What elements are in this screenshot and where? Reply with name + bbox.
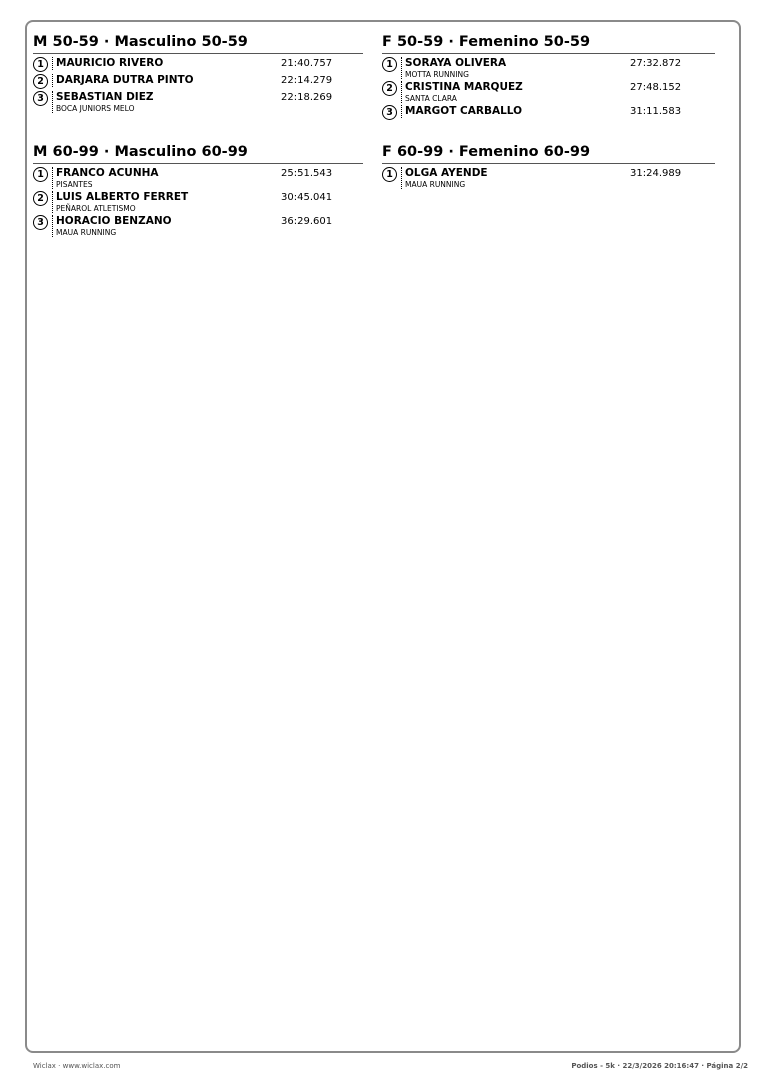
athlete-club: MAUA RUNNING <box>405 180 466 189</box>
athlete-name: SEBASTIAN DIEZ <box>56 91 154 103</box>
podium-row <box>33 215 363 237</box>
finish-time: 22:14.279 <box>281 75 333 86</box>
podium-row <box>33 91 363 113</box>
podium-row <box>382 81 715 103</box>
finish-time: 21:40.757 <box>281 58 333 69</box>
athlete-club: BOCA JUNIORS MELO <box>56 104 135 113</box>
footer-credit: Wiclax · www.wiclax.com <box>33 1062 121 1070</box>
podium-row <box>33 74 363 89</box>
finish-time: 27:48.152 <box>630 82 682 93</box>
position-badge: 1 <box>382 167 397 182</box>
podium-row <box>33 191 363 213</box>
position-badge: 3 <box>382 105 397 120</box>
position-badge: 2 <box>33 191 48 206</box>
category-f-50-59 <box>382 33 715 122</box>
athlete-name: DARJARA DUTRA PINTO <box>56 74 194 86</box>
finish-time: 22:18.269 <box>281 92 333 103</box>
athlete-name: HORACIO BENZANO <box>56 215 172 227</box>
athlete-club: MOTTA RUNNING <box>405 70 469 79</box>
podium-row <box>33 57 363 72</box>
position-badge: 1 <box>33 167 48 182</box>
position-badge: 3 <box>33 91 48 106</box>
athlete-club: PEÑAROL ATLETISMO <box>56 204 136 213</box>
category-f-60-99 <box>382 143 715 191</box>
athlete-name: SORAYA OLIVERA <box>405 57 507 69</box>
finish-time: 31:24.989 <box>630 168 682 179</box>
finish-time: 31:11.583 <box>630 106 682 117</box>
category-title: F 60-99 · Femenino 60-99 <box>382 143 715 164</box>
athlete-name: CRISTINA MARQUEZ <box>405 81 523 93</box>
category-title: F 50-59 · Femenino 50-59 <box>382 33 715 54</box>
position-badge: 1 <box>33 57 48 72</box>
category-title: M 50-59 · Masculino 50-59 <box>33 33 363 54</box>
finish-time: 30:45.041 <box>281 192 333 203</box>
category-m-60-99 <box>33 143 363 239</box>
position-badge: 2 <box>382 81 397 96</box>
athlete-name: MAURICIO RIVERO <box>56 57 164 69</box>
category-m-50-59 <box>33 33 363 115</box>
athlete-name: MARGOT CARBALLO <box>405 105 523 117</box>
athlete-name: LUIS ALBERTO FERRET <box>56 191 189 203</box>
athlete-club: SANTA CLARA <box>405 94 457 103</box>
podium-row <box>382 167 715 189</box>
finish-time: 36:29.601 <box>281 216 333 227</box>
athlete-club: MAUA RUNNING <box>56 228 117 237</box>
podium-row <box>382 57 715 79</box>
podium-row <box>33 167 363 189</box>
position-badge: 3 <box>33 215 48 230</box>
athlete-club: PISANTES <box>56 180 93 189</box>
finish-time: 27:32.872 <box>630 58 682 69</box>
finish-time: 25:51.543 <box>281 168 333 179</box>
footer-page-info: Podios - 5k · 22/3/2026 20:16:47 · Página 2/2 <box>571 1062 748 1070</box>
athlete-name: FRANCO ACUNHA <box>56 167 159 179</box>
category-title: M 60-99 · Masculino 60-99 <box>33 143 363 164</box>
athlete-name: OLGA AYENDE <box>405 167 488 179</box>
position-badge: 1 <box>382 57 397 72</box>
position-badge: 2 <box>33 74 48 89</box>
podium-row <box>382 105 715 120</box>
